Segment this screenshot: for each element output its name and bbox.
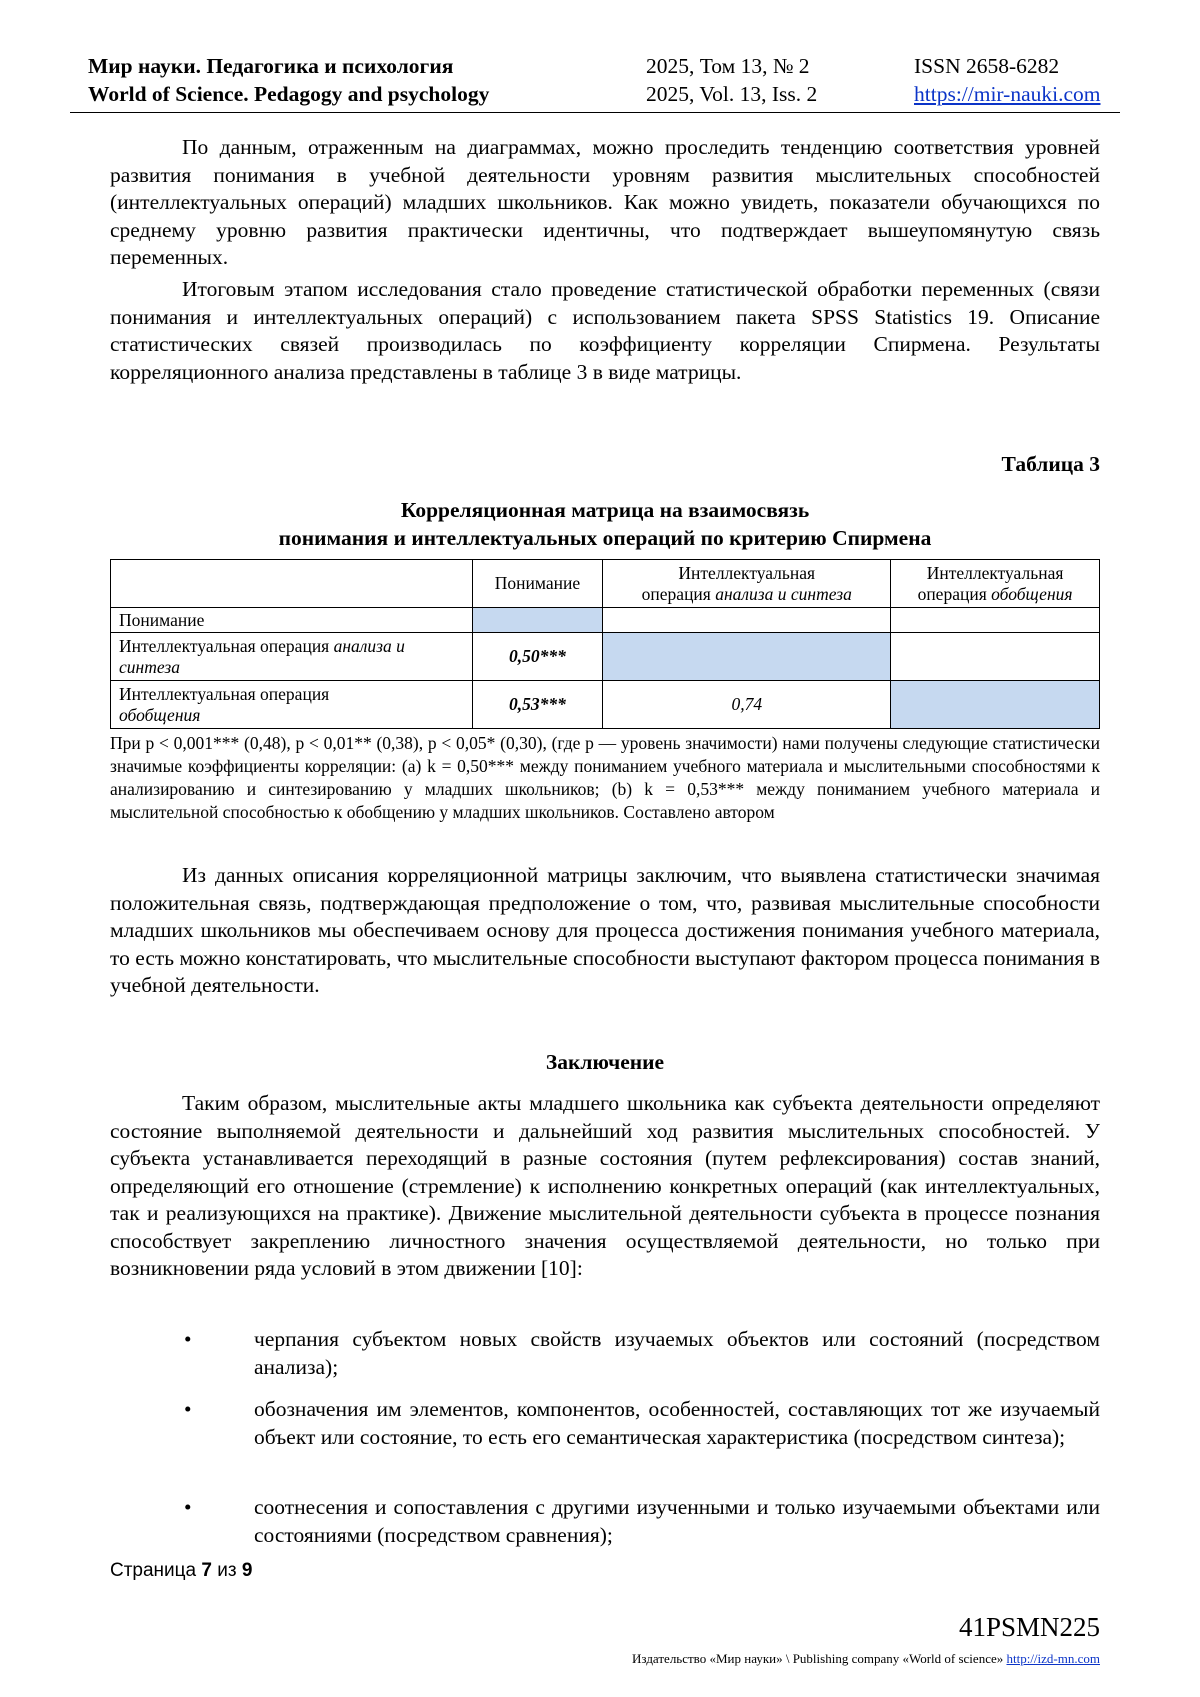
cell-generalization-understanding: 0,53*** (472, 681, 603, 729)
publisher-line (632, 1651, 1100, 1667)
row-header-generalization (111, 681, 473, 729)
row-header-analysis-italic-a: анализа и (333, 635, 405, 656)
issn: ISSN 2658-6282 (914, 54, 1060, 78)
table-row-generalization (111, 681, 1100, 729)
cell-generalization-analysis: 0,74 (603, 681, 891, 729)
row-header-analysis-synthesis (111, 633, 473, 681)
cell-analysis-understanding: 0,50*** (472, 633, 603, 681)
row-header-analysis-italic-b: синтеза (119, 656, 180, 677)
publisher-url-link[interactable]: http://izd-mn.com (1006, 1651, 1100, 1666)
col-header-analysis-mid: операция (641, 583, 711, 604)
bullet-marker: • (184, 1495, 192, 1519)
row-header-generalization-italic: обобщения (119, 704, 201, 725)
col-header-analysis-italic: анализа и синтеза (715, 583, 852, 604)
col-header-generalization-prefix: Интеллектуальная (926, 562, 1064, 583)
cell-analysis-analysis (603, 633, 891, 681)
col-header-understanding: Понимание (472, 560, 603, 608)
table-title-line-2: понимания и интеллектуальных операций по критерию Спирмена (278, 526, 932, 550)
col-header-generalization-mid: операция (917, 583, 987, 604)
correlation-matrix-table (110, 559, 1100, 729)
table-number: Таблица 3 (1001, 452, 1100, 476)
cell-generalization-generalization (891, 681, 1100, 729)
table-note: При p < 0,001*** (0,48), p < 0,01** (0,38), p < 0,05* (0,30), (где р — уровень значимости) нами получены следующие статистически значимые коэффициенты корреляции: (а) k = 0,50*** между пониманием учебного материала и мыслительными способностями к анализированию и синтезированию у младших школьников; (b) k = 0,53*** между пониманием учебного материала и мыслительной способностью к обобщению у младших школьников. Составлено автором (110, 733, 1100, 822)
cell-understanding-understanding (472, 608, 603, 633)
list-item (110, 1494, 1100, 1549)
issue-en: 2025, Vol. 13, Iss. 2 (646, 82, 818, 106)
paragraph-1: По данным, отраженным на диаграммах, можно проследить тенденцию соответствия уровней развития понимания в учебной деятельности уровням развития мыслительных способностей (интеллектуальных операций) младших школьников. Как можно увидеть, показатели обучающихся по среднему уровню развития практически идентичны, что подтверждает вышеупомянутую связь переменных. (110, 135, 1100, 269)
page-of: из (217, 1560, 237, 1581)
issue-ru: 2025, Том 13, № 2 (646, 54, 810, 78)
journal-title-ru: Мир науки. Педагогика и психология (88, 54, 454, 78)
list-item-text: обозначения им элементов, компонентов, особенностей, составляющих тот же изучаемый объект или состояние, то есть его семантическая характеристика (посредством синтеза); (254, 1397, 1100, 1449)
list-item (110, 1326, 1100, 1381)
page-current: 7 (201, 1560, 212, 1581)
article-code: 41PSMN225 (958, 1612, 1100, 1642)
list-item (110, 1396, 1100, 1451)
list-item-text: соотнесения и сопоставления с другими изученными и только изучаемыми объектами или состояниями (посредством сравнения); (254, 1495, 1100, 1547)
journal-url-link[interactable]: https://mir-nauki.com (914, 82, 1101, 106)
paragraph-4: Таким образом, мыслительные акты младшего школьника как субъекта деятельности определяют состояние выполняемой деятельности и дальнейший ход развития мыслительных способностей. У субъекта устанавливается переходящий в разные состояния (путем рефлексирования) состав знаний, определяющий его отношение (стремление) к исполнению конкретных операций (как интеллектуальных, так и реализующихся на практике). Движение мыслительной деятельности субъекта в процессе познания способствует закреплению личностного значения осуществляемой деятельности, но только при возникновении ряда условий в этом движении [10]: (110, 1091, 1100, 1280)
row-header-generalization-prefix: Интеллектуальная операция (119, 683, 330, 704)
journal-header (88, 52, 1118, 112)
row-header-analysis-prefix: Интеллектуальная операция (119, 635, 330, 656)
bullet-marker: • (184, 1397, 192, 1421)
table-header-row (111, 560, 1100, 608)
header-divider (70, 112, 1120, 113)
paragraph-2: Итоговым этапом исследования стало проведение статистической обработки переменных (связи понимания и интеллектуальных операций) с использованием пакета SPSS Statistics 19. Описание статистических связей производилась по коэффициенту корреляции Спирмена. Результаты корреляционного анализа представлены в таблице 3 в виде матрицы. (110, 277, 1100, 384)
page-word: Страница (110, 1560, 197, 1581)
list-item-text: черпания субъектом новых свойств изучаемых объектов или состояний (посредством анализа); (254, 1327, 1100, 1379)
page-total: 9 (241, 1560, 253, 1581)
col-header-generalization (891, 560, 1100, 608)
journal-title-en: World of Science. Pedagogy and psychology (88, 82, 490, 106)
section-heading-conclusion: Заключение (545, 1050, 665, 1074)
publisher-name: Издательство «Мир науки» \ Publishing company «World of science» (632, 1651, 1004, 1666)
table-title-line-1: Корреляционная матрица на взаимосвязь (400, 498, 810, 522)
paragraph-3: Из данных описания корреляционной матрицы заключим, что выявлена статистически значимая положительная связь, подтверждающая предположение о том, что, развивая мыслительные способности младших школьников мы обеспечиваем основу для процесса достижения понимания учебного материала, то есть можно констатировать, что мыслительные способности выступают фактором процесса понимания в учебной деятельности. (110, 863, 1100, 997)
cell-understanding-generalization (891, 608, 1100, 633)
page-number (110, 1560, 252, 1582)
col-header-analysis-prefix: Интеллектуальная (678, 562, 816, 583)
row-header-understanding: Понимание (111, 608, 473, 633)
table-row-analysis-synthesis (111, 633, 1100, 681)
bullet-marker: • (184, 1327, 192, 1351)
table-corner-cell (111, 560, 473, 608)
col-header-analysis-synthesis (603, 560, 891, 608)
cell-analysis-generalization (891, 633, 1100, 681)
col-header-generalization-italic: обобщения (991, 583, 1073, 604)
cell-understanding-analysis (603, 608, 891, 633)
table-row-understanding (111, 608, 1100, 633)
